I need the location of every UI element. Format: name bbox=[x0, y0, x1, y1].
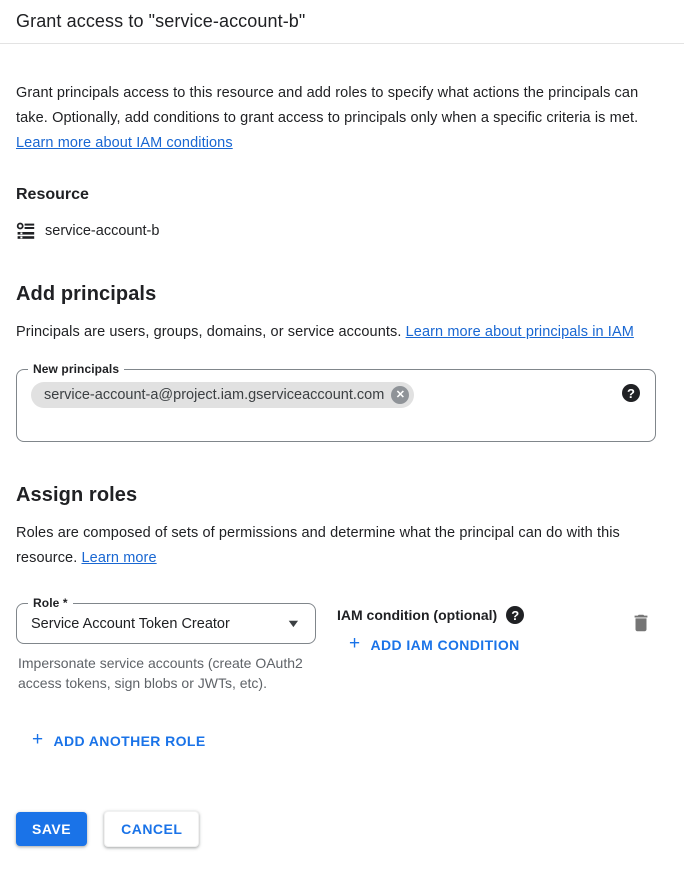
add-iam-condition-label: ADD IAM CONDITION bbox=[370, 636, 520, 653]
new-principals-label: New principals bbox=[28, 362, 124, 376]
role-help-text: Impersonate service accounts (create OAuth2 access tokens, sign blobs or JWTs, etc). bbox=[18, 655, 303, 691]
role-label: Role * bbox=[28, 596, 73, 610]
roles-learn-more-link[interactable]: Learn more bbox=[81, 550, 157, 566]
iam-condition-column bbox=[337, 603, 626, 659]
role-column bbox=[16, 596, 316, 693]
dialog-actions bbox=[16, 811, 656, 847]
save-button[interactable]: SAVE bbox=[16, 812, 87, 846]
principals-help-icon[interactable]: ? bbox=[622, 384, 640, 402]
add-principals-description bbox=[16, 320, 656, 345]
resource-item bbox=[16, 221, 656, 241]
chip-remove-icon[interactable]: ✕ bbox=[391, 386, 409, 404]
service-account-icon bbox=[16, 221, 36, 241]
principals-in-iam-link[interactable]: Learn more about principals in IAM bbox=[405, 324, 634, 340]
dialog-description bbox=[16, 81, 656, 156]
principal-chip-text: service-account-a@project.iam.gserviceaccount.com bbox=[44, 387, 385, 403]
resource-heading: Resource bbox=[16, 186, 89, 203]
assign-roles-heading: Assign roles bbox=[16, 484, 138, 506]
cancel-button[interactable]: CANCEL bbox=[104, 811, 199, 847]
principals-description-text: Principals are users, groups, domains, or service accounts. bbox=[16, 324, 402, 340]
plus-icon: + bbox=[349, 633, 361, 654]
dialog-content bbox=[0, 81, 684, 847]
principal-chip bbox=[31, 382, 414, 408]
add-iam-condition-button[interactable] bbox=[341, 630, 528, 659]
iam-condition-label: IAM condition (optional) bbox=[337, 607, 498, 623]
iam-condition-label-row bbox=[337, 606, 626, 624]
dialog-header bbox=[0, 0, 684, 44]
role-selected-value: Service Account Token Creator bbox=[31, 615, 230, 632]
description-text: Grant principals access to this resource and add roles to specify what actions the principals can take. Optionally, add conditions to grant access to principals only when a specific criteria is met. bbox=[16, 85, 639, 126]
iam-condition-help-icon[interactable]: ? bbox=[506, 606, 524, 624]
role-select[interactable] bbox=[16, 596, 316, 644]
trash-icon bbox=[630, 622, 652, 637]
add-principals-heading: Add principals bbox=[16, 283, 157, 305]
plus-icon: + bbox=[32, 729, 44, 750]
assign-roles-description bbox=[16, 521, 656, 571]
role-row bbox=[16, 596, 656, 693]
delete-role-wrap bbox=[626, 603, 656, 641]
roles-description-text: Roles are composed of sets of permissions and determine what the principal can do with this resource. bbox=[16, 525, 620, 566]
iam-conditions-link[interactable]: Learn more about IAM conditions bbox=[16, 135, 233, 151]
dropdown-arrow-icon: ▼ bbox=[285, 617, 302, 630]
new-principals-field[interactable] bbox=[16, 362, 656, 442]
resource-name: service-account-b bbox=[45, 223, 160, 239]
dialog-title: Grant access to "service-account-b" bbox=[16, 11, 306, 31]
add-another-role-button[interactable] bbox=[24, 726, 214, 755]
add-another-role-label: ADD ANOTHER ROLE bbox=[53, 732, 206, 749]
delete-role-button[interactable] bbox=[626, 608, 656, 641]
